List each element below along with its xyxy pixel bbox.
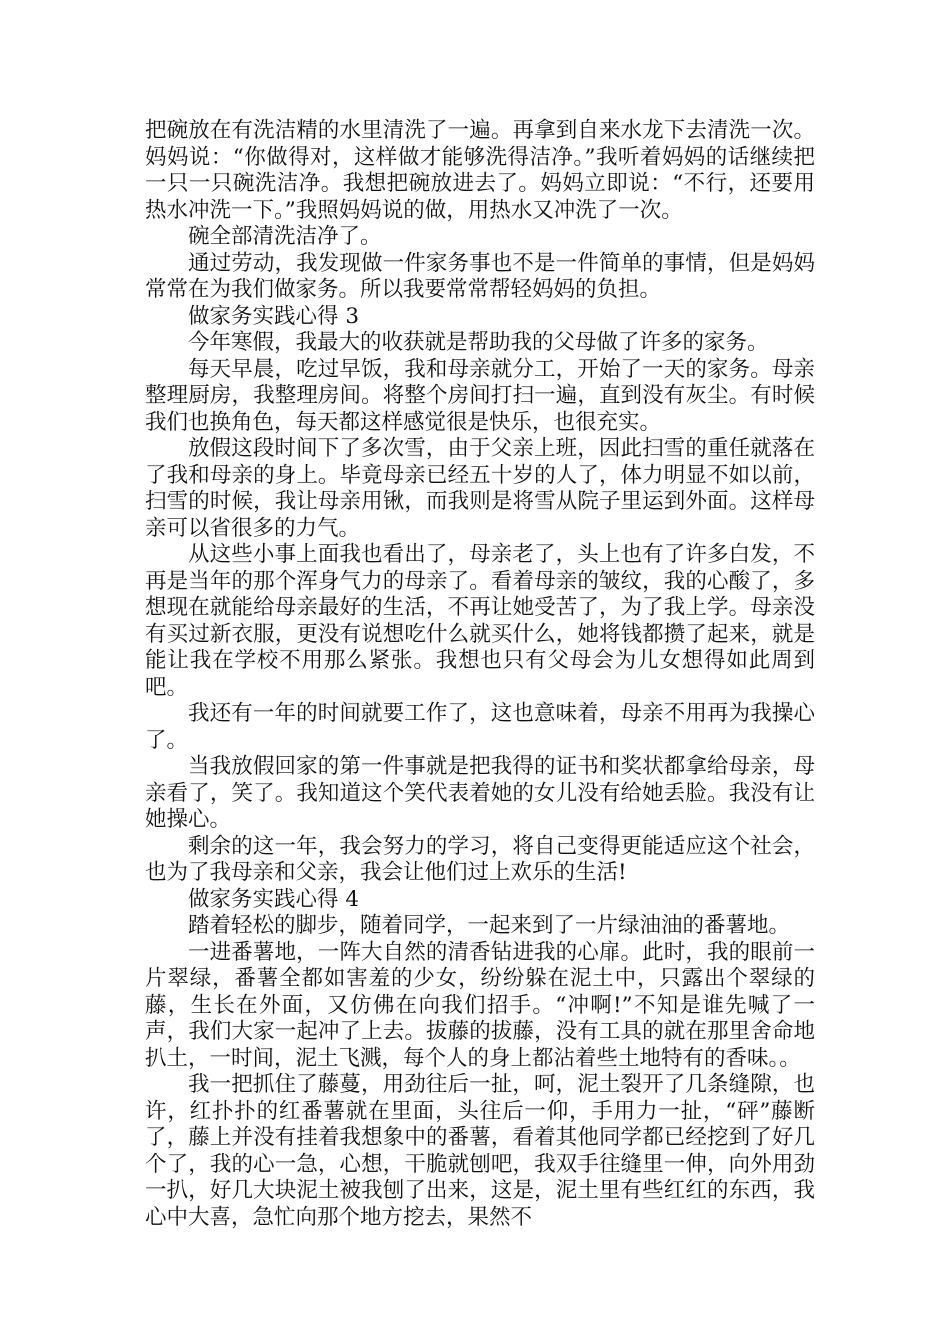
paragraph-3: 通过劳动，我发现做一件家务事也不是一件简单的事情，但是妈妈常常在为我们做家务。所以我要常常帮轻妈妈的负担。 [145, 250, 815, 302]
paragraph-6: 每天早晨，吃过早饭，我和母亲就分工，开始了一天的家务。母亲整理厨房，我整理房间。将整个房间打扫一遍，直到没有灰尘。有时候我们也换角色，每天都这样感觉很是快乐，也很充实。 [145, 356, 815, 435]
paragraph-10: 当我放假回家的第一件事就是把我得的证书和奖状都拿给母亲，母亲看了，笑了。我知道这个笑代表着她的女儿没有给她丢脸。我没有让她操心。 [145, 754, 815, 832]
document-body [145, 118, 815, 1231]
section-heading-4: 做家务实践心得 4 [188, 886, 360, 912]
paragraph-2: 碗全部清洗洁净了。 [188, 224, 382, 249]
paragraph-9: 我还有一年的时间就要工作了，这也意味着，母亲不用再为我操心了。 [145, 701, 815, 753]
paragraph-13: 踏着轻松的脚步，随着同学，一起来到了一片绿油油的番薯地。 [188, 913, 791, 938]
paragraph-7: 放假这段时间下了多次雪，由于父亲上班，因此扫雪的重任就落在了我和母亲的身上。毕竟母亲已经五十岁的人了，体力明显不如以前，扫雪的时候，我让母亲用锹，而我则是将雪从院子里运到外面。这样母亲可以省很多的力气。 [145, 436, 815, 541]
paragraph-14: 一进番薯地，一阵大自然的清香钻进我的心扉。此时，我的眼前一片翠绿，番薯全都如害羞的少女，纷纷躲在泥土中，只露出个翠绿的藤，生长在外面，又仿佛在向我们招手。“冲啊!”不知是谁先喊了一声，我们大家一起冲了上去。拔藤的拔藤，没有工具的就在那里舍命地扒土，一时间，泥土飞溅，每个人的身上都沾着些土地特有的香味。。 [145, 939, 815, 1071]
paragraph-15: 我一把抓住了藤蔓，用劲往后一扯，呵，泥土裂开了几条缝隙，也许，红扑扑的红番薯就在里面，头往后一仰，手用力一扯，“砰”藤断了，藤上并没有挂着我想象中的番薯，看着其他同学都已经挖到了好几个了，我的心一急，心想，干脆就刨吧，我双手往缝里一伸，向外用劲一扒，好几大块泥土被我刨了出来，这是，泥土里有些红红的东西，我心中大喜，急忙向那个地方挖去，果然不 [145, 1072, 815, 1230]
paragraph-11: 剩余的这一年，我会努力的学习，将自己变得更能适应这个社会，也为了我母亲和父亲，我会让他们过上欢乐的生活! [145, 833, 815, 885]
paragraph-5: 今年寒假，我最大的收获就是帮助我的父母做了许多的家务。 [188, 330, 769, 355]
paragraph-8: 从这些小事上面我也看出了，母亲老了，头上也有了许多白发，不再是当年的那个浑身气力的母亲了。看着母亲的皱纹，我的心酸了，多想现在就能给母亲最好的生活，不再让她受苦了，为了我上学。母亲没有买过新衣服，更没有说想吃什么就买什么，她将钱都攒了起来，就是能让我在学校不用那么紧张。我想也只有父母会为儿女想得如此周到吧。 [145, 542, 815, 700]
section-heading-3: 做家务实践心得 3 [188, 303, 360, 329]
paragraph-1: 把碗放在有洗洁精的水里清洗了一遍。再拿到自来水龙下去清洗一次。妈妈说：“你做得对，这样做才能够洗得洁净。”我听着妈妈的话继续把一只一只碗洗洁净。我想把碗放进去了。妈妈立即说：“不行，还要用热水冲洗一下。”我照妈妈说的做，用热水又冲洗了一次。 [145, 118, 815, 223]
